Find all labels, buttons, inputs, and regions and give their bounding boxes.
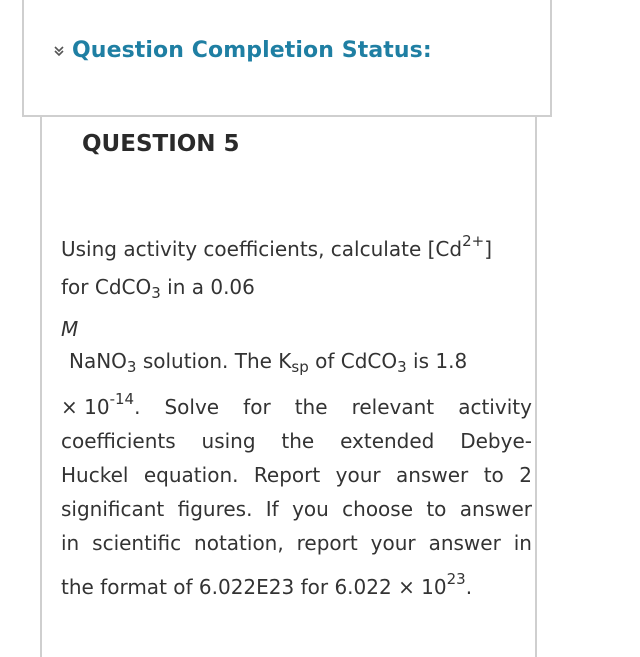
- question-line-4: NaNO$_3$ solution. The $K_{sp}$ of CdCO$_3$ is 1.8: [69, 349, 468, 376]
- question-line-6: coefficients using the extended Debye-: [61, 429, 532, 453]
- question-line-9: in scientific notation, report your answer in: [61, 531, 532, 555]
- question-completion-status-title: Question Completion Status:: [72, 38, 432, 63]
- question-line-2: for CdCO$_3$ in a 0.06: [61, 275, 255, 302]
- question-completion-status-toggle[interactable]: [52, 38, 432, 63]
- question-line-10: the format of 6.022E23 for $6.022 \times 10^{23}$.: [61, 570, 473, 599]
- question-line-8: significant figures. If you choose to answer: [61, 497, 532, 521]
- question-line-3: M: [61, 317, 79, 341]
- question-box: [40, 117, 537, 657]
- question-line-7: Huckel equation. Report your answer to 2: [61, 463, 532, 487]
- question-completion-status-panel: [22, 0, 552, 117]
- question-title: QUESTION 5: [82, 131, 240, 157]
- chevron-down-icon: [52, 44, 66, 58]
- question-line-5: × $10^{-14}$. Solve for the relevant activity: [61, 390, 532, 419]
- question-line-1: Using activity coefficients, calculate $[Cd^{2+}]$: [61, 232, 493, 261]
